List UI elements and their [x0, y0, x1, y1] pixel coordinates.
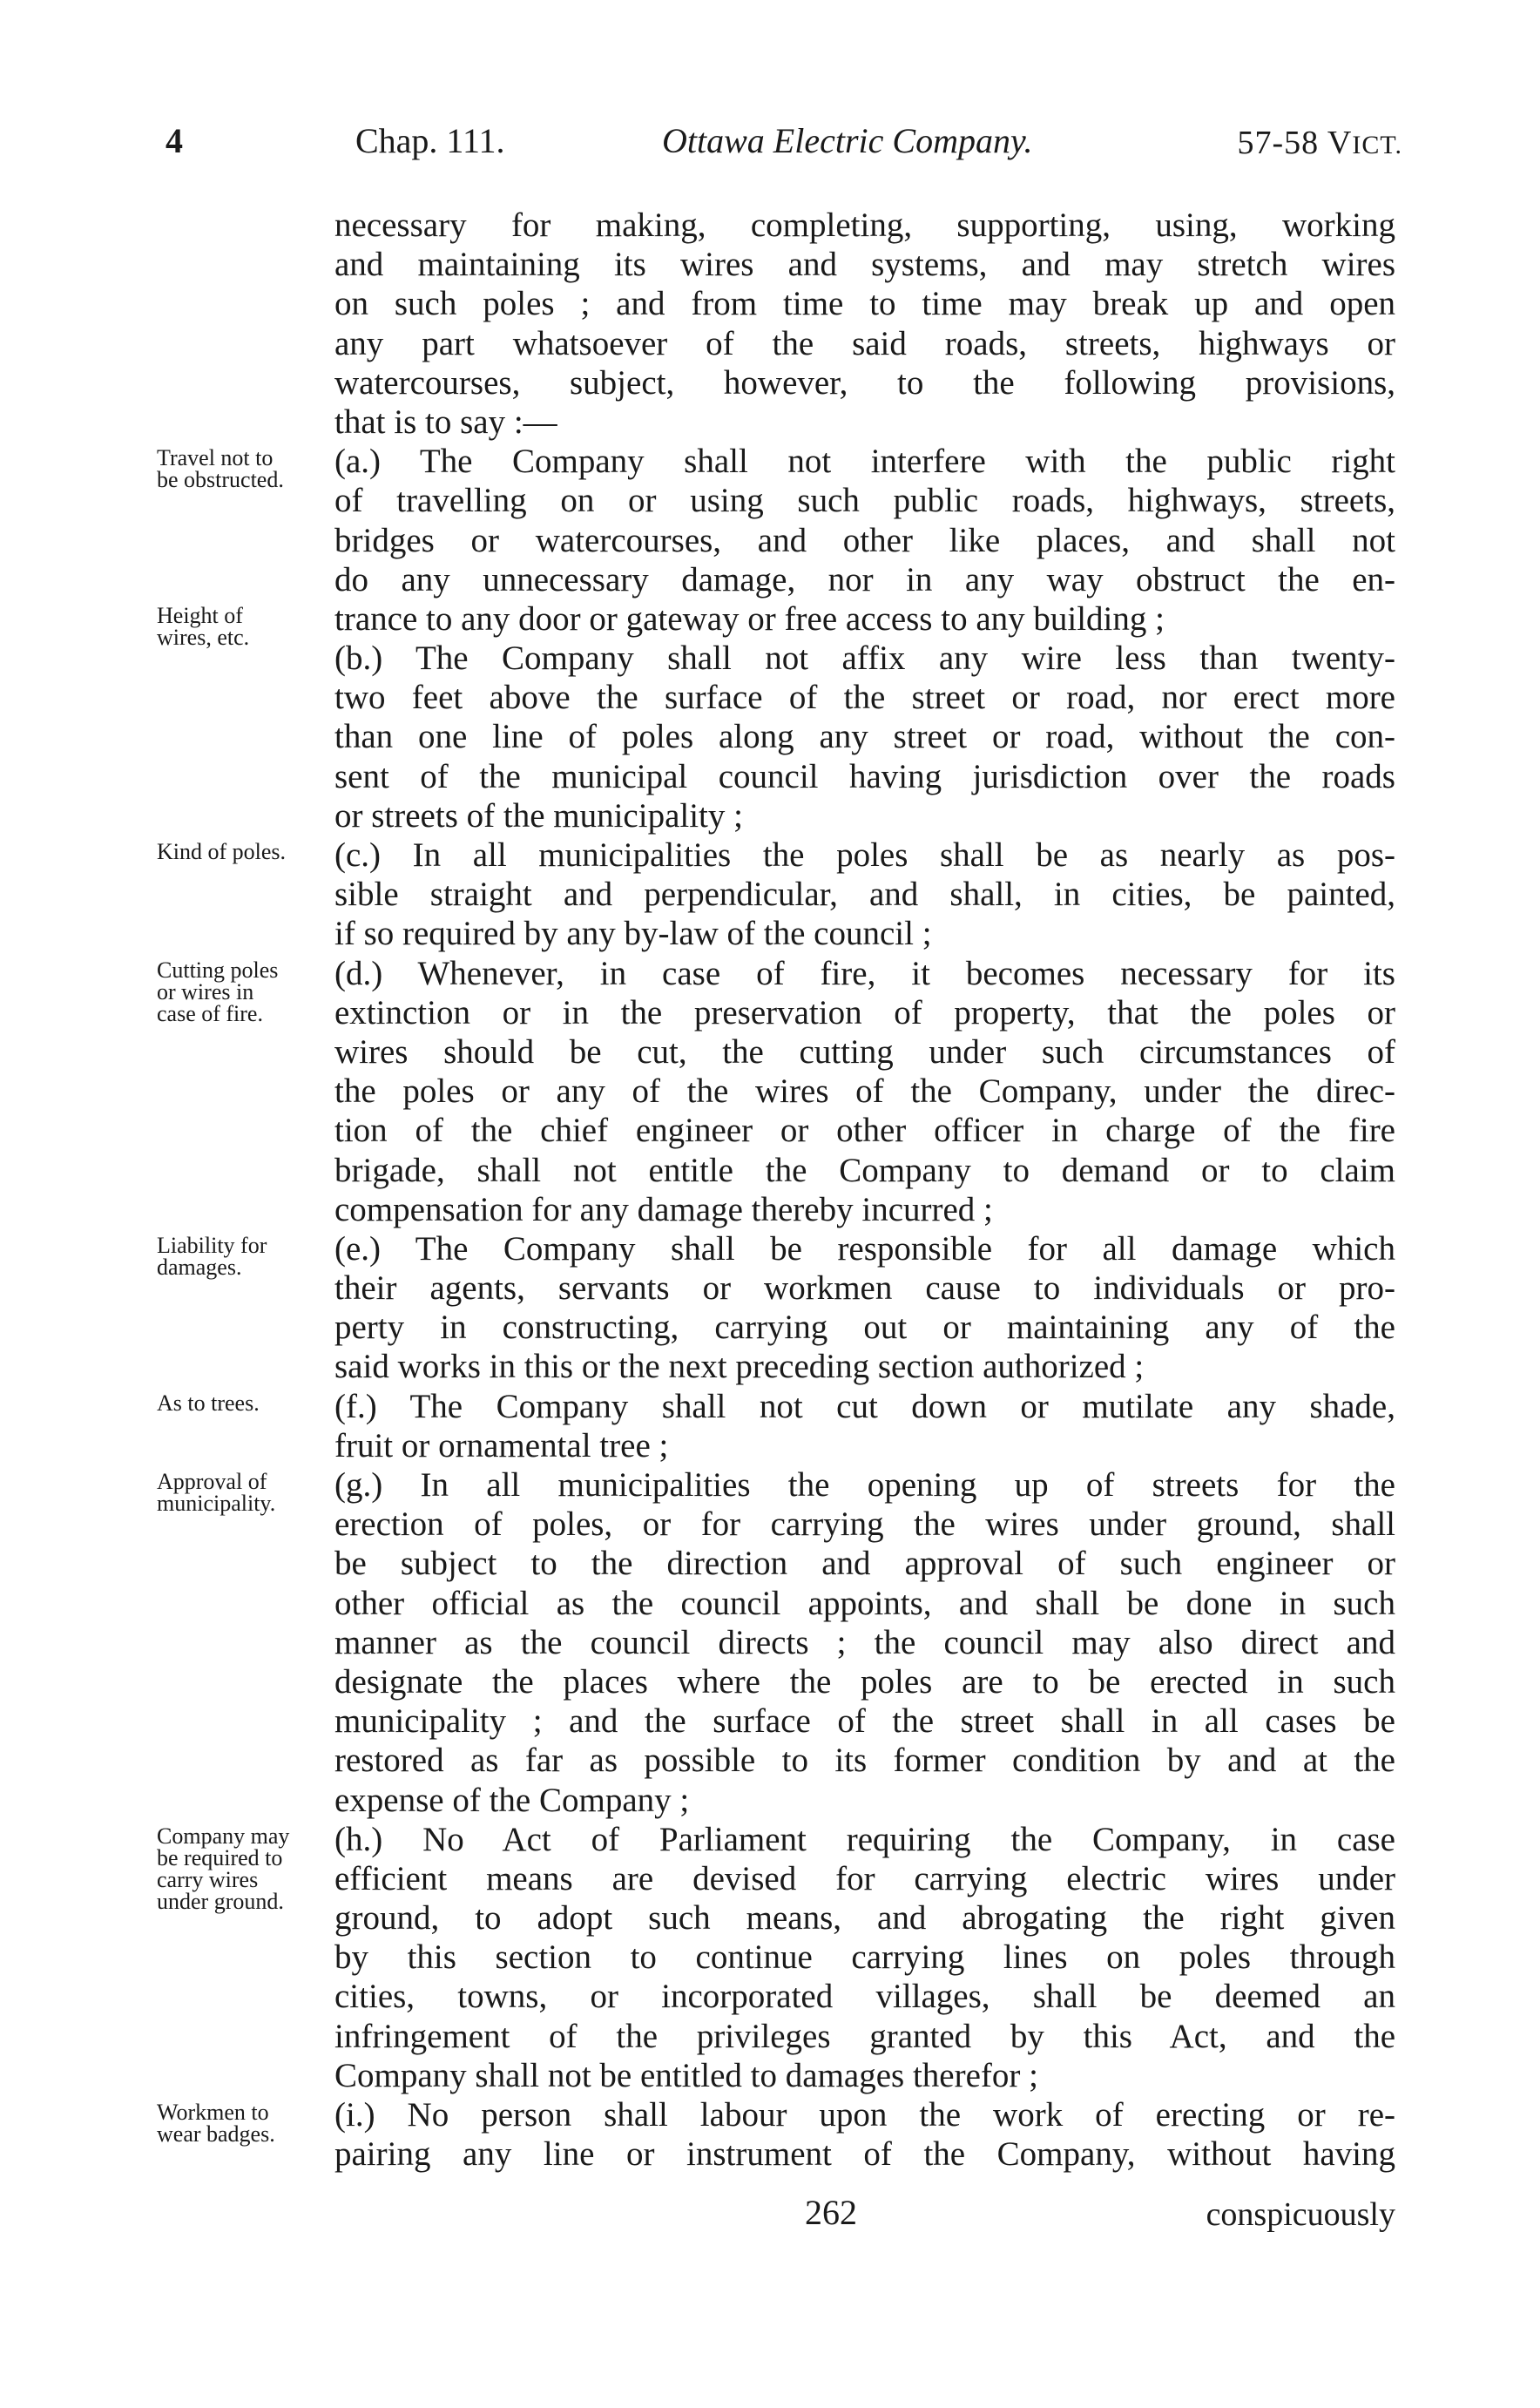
- text-line: if so required by any by-law of the council ;: [334, 915, 932, 953]
- text-line: perty in constructing, carrying out or maintaining any of the: [334, 1309, 1395, 1347]
- text-line: necessary for making, completing, supporting, using, working: [334, 206, 1395, 244]
- regnal-year: [1237, 124, 1402, 162]
- text-line: (d.) Whenever, in case of fire, it becomes necessary for its: [334, 954, 1395, 992]
- text-line: pairing any line or instrument of the Company, without having: [334, 2135, 1395, 2174]
- text-line: erection of poles, or for carrying the wires under ground, shall: [334, 1505, 1395, 1544]
- text-line: Company shall not be entitled to damages therefor ;: [334, 2056, 1038, 2094]
- text-line: than one line of poles along any street or road, without the con-: [334, 718, 1395, 756]
- text-line: (g.) In all municipalities the opening up of streets for the: [334, 1466, 1395, 1504]
- text-line: bridges or watercourses, and other like places, and shall not: [334, 521, 1395, 559]
- page-footer: [334, 2192, 1395, 2236]
- margin-note: Liability for damages.: [157, 1233, 267, 1281]
- running-header: [165, 120, 1402, 172]
- margin-note: As to trees.: [157, 1390, 260, 1416]
- text-line: municipality ; and the surface of the street shall in all cases be: [334, 1702, 1395, 1741]
- regnal-year-smallcaps: ICT.: [1352, 131, 1402, 159]
- text-line: expense of the Company ;: [334, 1781, 690, 1819]
- text-line: and maintaining its wires and systems, and may stretch wires: [334, 246, 1395, 284]
- text-line: (h.) No Act of Parliament requiring the Company, in case: [334, 1820, 1395, 1858]
- text-line: (c.) In all municipalities the poles shall be as nearly as pos-: [334, 836, 1395, 874]
- text-line: (b.) The Company shall not affix any wire less than twenty-: [334, 639, 1395, 678]
- text-line: their agents, servants or workmen cause to individuals or pro-: [334, 1269, 1395, 1308]
- text-line: said works in this or the next preceding section authorized ;: [334, 1348, 1145, 1386]
- text-line: on such poles ; and from time to time may break up and open: [334, 285, 1395, 323]
- text-line: fruit or ornamental tree ;: [334, 1426, 669, 1464]
- text-line: or streets of the municipality ;: [334, 796, 743, 835]
- text-line: efficient means are devised for carrying electric wires under: [334, 1859, 1395, 1897]
- text-line: restored as far as possible to its former condition by and at the: [334, 1742, 1395, 1780]
- text-line: manner as the council directs ; the council may also direct and: [334, 1623, 1395, 1661]
- margin-note: Approval of municipality.: [157, 1469, 276, 1517]
- catchword: conspicuously: [1206, 2196, 1395, 2233]
- margin-note: Height of wires, etc.: [157, 603, 250, 650]
- regnal-year-main: 57-58 V: [1237, 125, 1353, 161]
- margin-note: Workmen to wear badges.: [157, 2099, 275, 2147]
- text-line: (f.) The Company shall not cut down or mutilate any shade,: [334, 1387, 1395, 1425]
- margin-note: Travel not to be obstructed.: [157, 445, 284, 493]
- text-line: cities, towns, or incorporated villages, shall be deemed an: [334, 1978, 1395, 2016]
- text-line: two feet above the surface of the street or road, nor erect more: [334, 679, 1395, 717]
- text-line: extinction or in the preservation of property, that the poles or: [334, 993, 1395, 1032]
- text-line: infringement of the privileges granted by this Act, and the: [334, 2017, 1395, 2055]
- text-line: sent of the municipal council having jurisdiction over the roads: [334, 757, 1395, 795]
- text-line: wires should be cut, the cutting under such circumstances of: [334, 1032, 1395, 1071]
- margin-note: Kind of poles.: [157, 839, 287, 865]
- text-line: that is to say :—: [334, 402, 557, 441]
- body-text: [334, 206, 1395, 2174]
- text-line: watercourses, subject, however, to the following provisions,: [334, 363, 1395, 402]
- text-line: be subject to the direction and approval of such engineer or: [334, 1545, 1395, 1583]
- text-line: other official as the council appoints, and shall be done in such: [334, 1584, 1395, 1622]
- text-line: ground, to adopt such means, and abrogating the right given: [334, 1899, 1395, 1938]
- text-line: (e.) The Company shall be responsible for all damage which: [334, 1229, 1395, 1268]
- text-line: the poles or any of the wires of the Company, under the direc-: [334, 1072, 1395, 1111]
- text-line: tion of the chief engineer or other officer in charge of the fire: [334, 1112, 1395, 1150]
- text-line: (a.) The Company shall not interfere with the public right: [334, 443, 1395, 481]
- text-line: designate the places where the poles are to be erected in such: [334, 1662, 1395, 1701]
- margin-note: Company may be required to carry wires under ground.: [157, 1823, 290, 1915]
- text-line: do any unnecessary damage, nor in any way obstruct the en-: [334, 560, 1395, 599]
- text-line: (i.) No person shall labour upon the work of erecting or re-: [334, 2096, 1395, 2134]
- text-line: brigade, shall not entitle the Company to demand or to claim: [334, 1151, 1395, 1189]
- page-number: 4: [165, 121, 183, 160]
- margin-note: Cutting poles or wires in case of fire.: [157, 957, 279, 1026]
- folio-number: 262: [805, 2193, 857, 2232]
- chapter-label: Chap. 111.: [355, 121, 505, 160]
- text-line: of travelling on or using such public roads, highways, streets,: [334, 482, 1395, 520]
- text-line: any part whatsoever of the said roads, streets, highways or: [334, 324, 1395, 362]
- text-line: trance to any door or gateway or free access to any building ;: [334, 599, 1165, 638]
- text-line: by this section to continue carrying lines on poles through: [334, 1938, 1395, 1977]
- text-line: compensation for any damage thereby incurred ;: [334, 1190, 993, 1228]
- text-line: sible straight and perpendicular, and shall, in cities, be painted,: [334, 876, 1395, 914]
- act-title: Ottawa Electric Company.: [662, 121, 1033, 160]
